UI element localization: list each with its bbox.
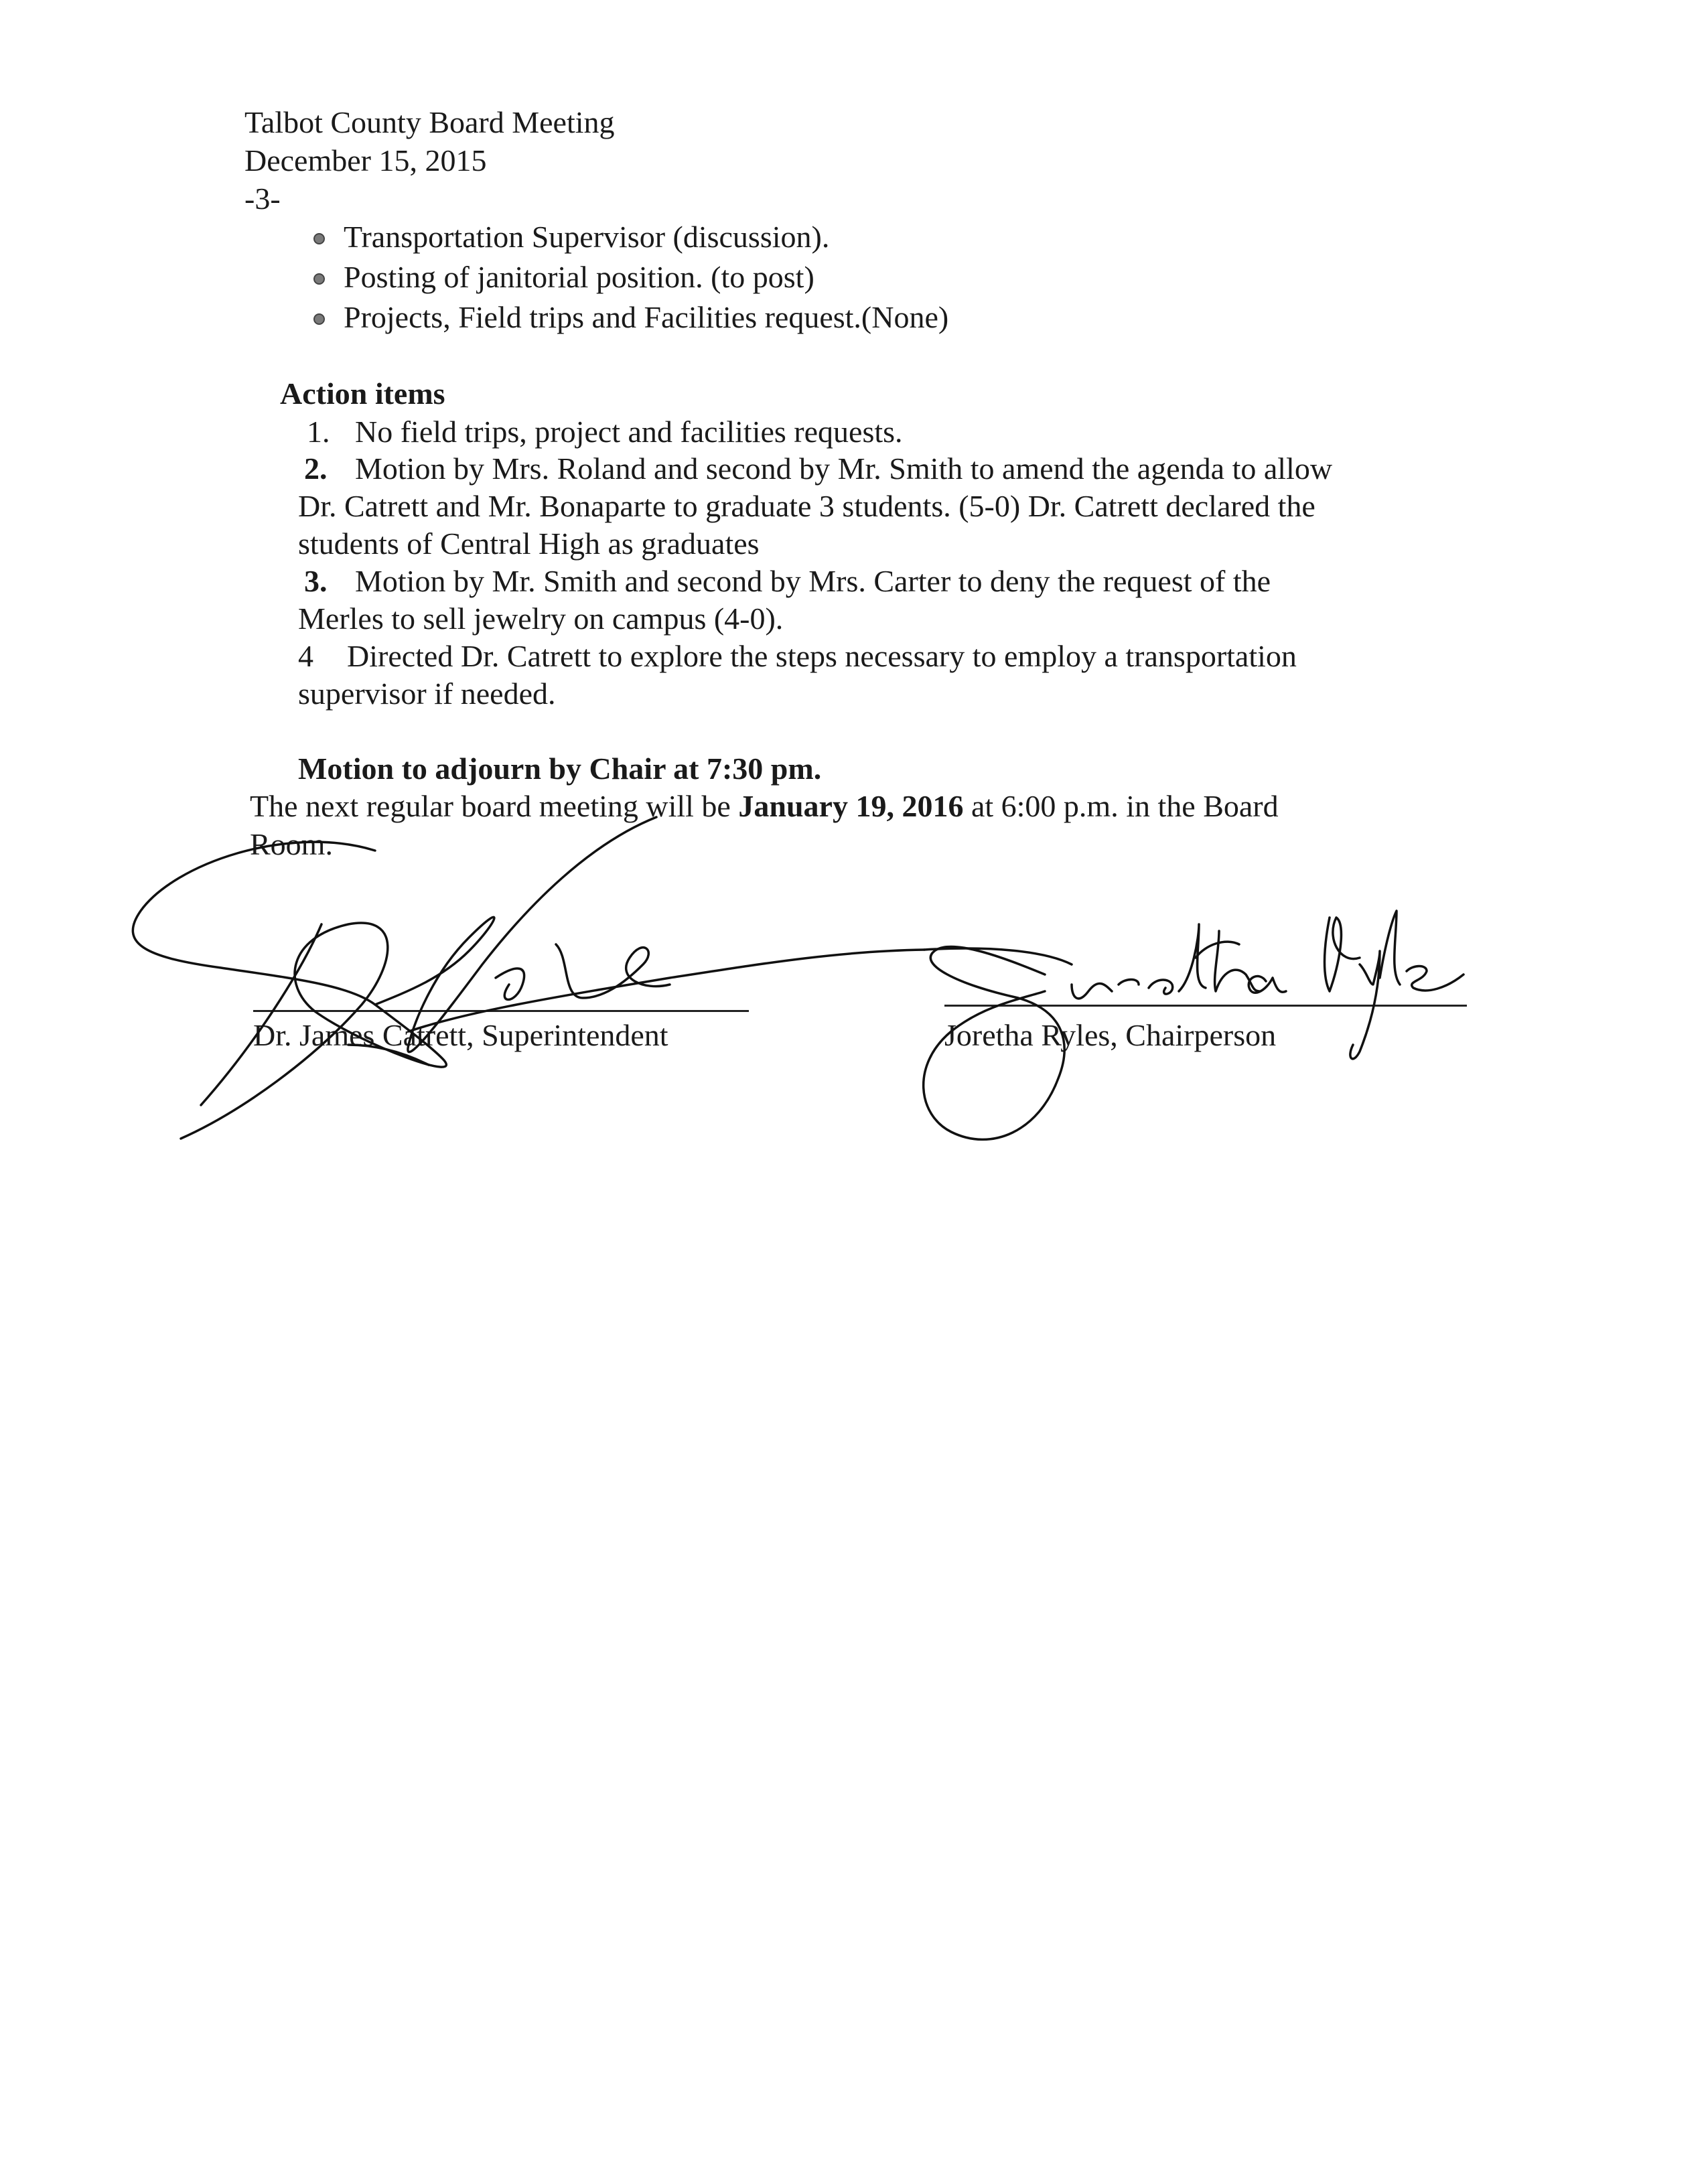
action-item-text: No field trips, project and facilities requests. — [355, 415, 903, 449]
page-number: -3- — [244, 182, 281, 216]
next-meeting-prefix: The next regular board meeting will be — [250, 789, 739, 823]
action-item-text: supervisor if needed. — [298, 676, 556, 711]
meeting-date: December 15, 2015 — [244, 143, 487, 177]
action-item-text: Motion by Mr. Smith and second by Mrs. Carter to deny the request of the — [355, 564, 1271, 598]
adjourn-motion: Motion to adjourn by Chair at 7:30 pm. — [298, 751, 822, 786]
action-item-number: 2. — [304, 451, 328, 486]
bullet-item: Transportation Supervisor (discussion). — [344, 220, 830, 254]
superintendent-caption: Dr. James Catrett, Superintendent — [253, 1018, 668, 1052]
next-meeting-line2: Room. — [250, 827, 333, 861]
next-meeting-suffix: at 6:00 p.m. in the Board — [963, 789, 1279, 823]
bullet-item: Projects, Field trips and Facilities request.(None) — [344, 300, 949, 334]
action-item-text: students of Central High as graduates — [298, 526, 760, 561]
action-item-number: 3. — [304, 564, 328, 598]
action-item-number: 4 — [298, 639, 313, 673]
action-item-number: 1. — [307, 415, 330, 449]
next-meeting-date: January 19, 2016 — [738, 789, 964, 823]
chairperson-caption: Joretha Ryles, Chairperson — [944, 1018, 1277, 1052]
meeting-title: Talbot County Board Meeting — [244, 105, 615, 139]
action-item-text: Dr. Catrett and Mr. Bonaparte to graduate 3 students. (5-0) Dr. Catrett declared the — [298, 489, 1315, 523]
action-item-text: Merles to sell jewelry on campus (4-0). — [298, 601, 784, 636]
superintendent-signature — [133, 817, 924, 1139]
action-item-text: Motion by Mrs. Roland and second by Mr. Smith to amend the agenda to allow — [355, 451, 1333, 486]
chairperson-signature — [924, 911, 1464, 1139]
action-items-heading: Action items — [280, 376, 445, 411]
bullet-item: Posting of janitorial position. (to post) — [344, 260, 814, 294]
action-item-text: Directed Dr. Catrett to explore the steps necessary to employ a transportation — [347, 639, 1297, 673]
